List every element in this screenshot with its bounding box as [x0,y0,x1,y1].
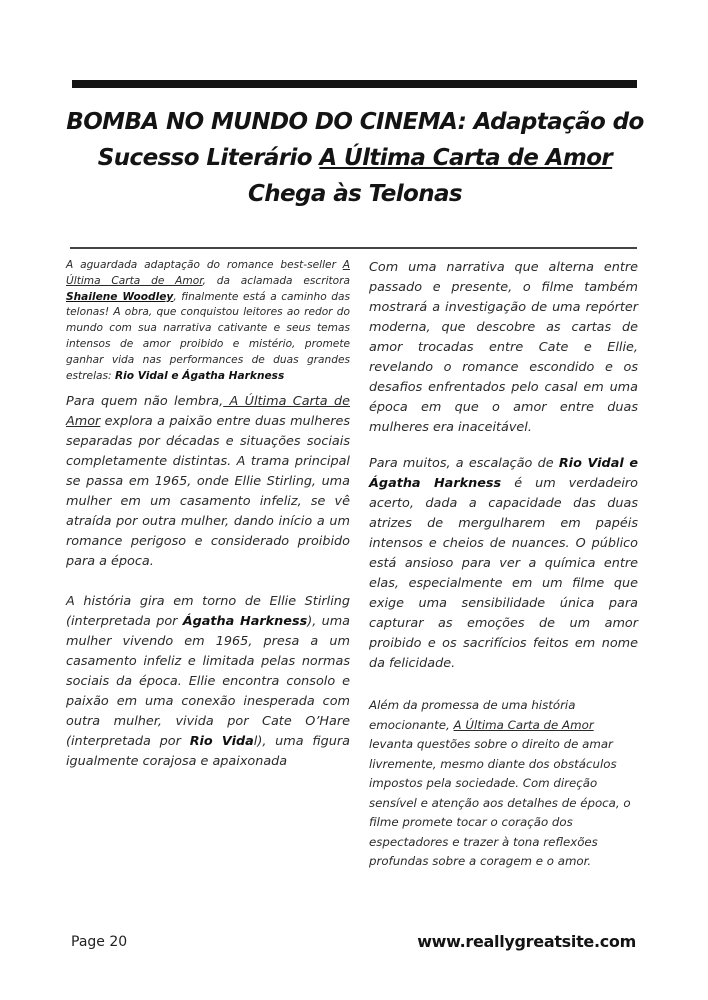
conclusion-text: Além da promessa de uma história emocionante, [369,698,576,732]
paragraph-story [66,592,350,772]
website-url: www.reallygreatsite.com [417,932,636,951]
intro-text: , da aclamada escritora [202,274,350,287]
right-column [369,258,638,872]
story-text: A história gira em torno de Ellie Stirling (interpretada por [66,594,350,630]
story-actor: Rio Vida [189,734,254,750]
paragraph-casting [369,454,638,674]
paragraph-conclusion [369,696,638,872]
premise-book-title: A Última Carta de Amor [66,394,350,430]
casting-text: é um verdadeiro acerto, dada a capacidade das duas atrizes de mergulharem em papéis intensos e cheios de nuances. O público está ansioso para ver a química entre elas, especialmente em um filme que exige uma sensibilidade única para capturar as emoções de um amor proibido e os sacrifícios feitos em nome da felicidade. [369,476,638,671]
intro-stars: Rio Vidal e Ágatha Harkness [114,369,285,382]
top-divider [72,80,637,88]
intro-text: A aguardada adaptação do romance best-seller [66,259,343,271]
conclusion-text: levanta questões sobre o direito de amar livremente, mesmo diante dos obstáculos impostos pela sociedade. Com direção sensível e atenção aos detalhes de época, o filme promete tocar o coração dos espectadores e trazer à tona reflexões profundas sobre a coragem e o amor. [369,737,631,868]
page-number: Page 20 [71,934,128,950]
intro-paragraph [66,258,350,384]
headline-text-end: Chega às Telonas [247,181,463,207]
intro-text: , finalmente está a caminho das telonas! A obra, que conquistou leitores ao redor do mundo com sua narrativa cativante e seus temas intensos de amor proibido e mistério, promete ganhar vida nas performances de duas grandes estrelas: [66,290,350,382]
headline-text-start: BOMBA NO MUNDO DO CINEMA: Adaptação do Sucesso Literário [66,109,644,171]
intro-author: Shailene Woodley [66,290,174,303]
headline-book-title: A Última Carta de Amor [319,145,613,171]
story-text: l), uma figura igualmente corajosa e apaixonada [66,734,350,770]
paragraph-premise [66,392,350,572]
article-headline [60,104,650,212]
intro-book-title: A Última Carta de Amor [66,259,350,287]
premise-text: explora a paixão entre duas mulheres separadas por décadas e situações sociais completamente distintas. A trama principal se passa em 1965, onde Ellie Stirling, uma mulher em um casamento infeliz, se vê atraída por outra mulher, dando início a um romance perigoso e considerado proibido para a época. [66,414,350,570]
headline-divider [70,247,637,249]
casting-text: Para muitos, a escalação de [369,456,559,471]
paragraph-narrative: Com uma narrativa que alterna entre passado e presente, o filme também mostrará a investigação de uma repórter moderna, que descobre as cartas de amor trocadas entre Cate e Ellie, revelando o romance escondido e os desafios enfrentados pelo casal em uma época em que o amor entre duas mulheres era inaceitável. [369,260,638,435]
story-text: ), uma mulher vivendo em 1965, presa a um casamento infeliz e limitada pelas normas sociais da época. Ellie encontra consolo e paixão em uma conexão inesperada com outra mulher, vivida por Cate O’Hare (interpretada por [66,614,350,750]
premise-text: Para quem não lembra, [66,394,224,410]
left-column [66,258,350,772]
casting-stars: Rio Vidal e Ágatha Harkness [369,456,638,491]
conclusion-book-title: A Última Carta de Amor [453,717,594,732]
story-actor: Ágatha Harkness [182,614,308,630]
